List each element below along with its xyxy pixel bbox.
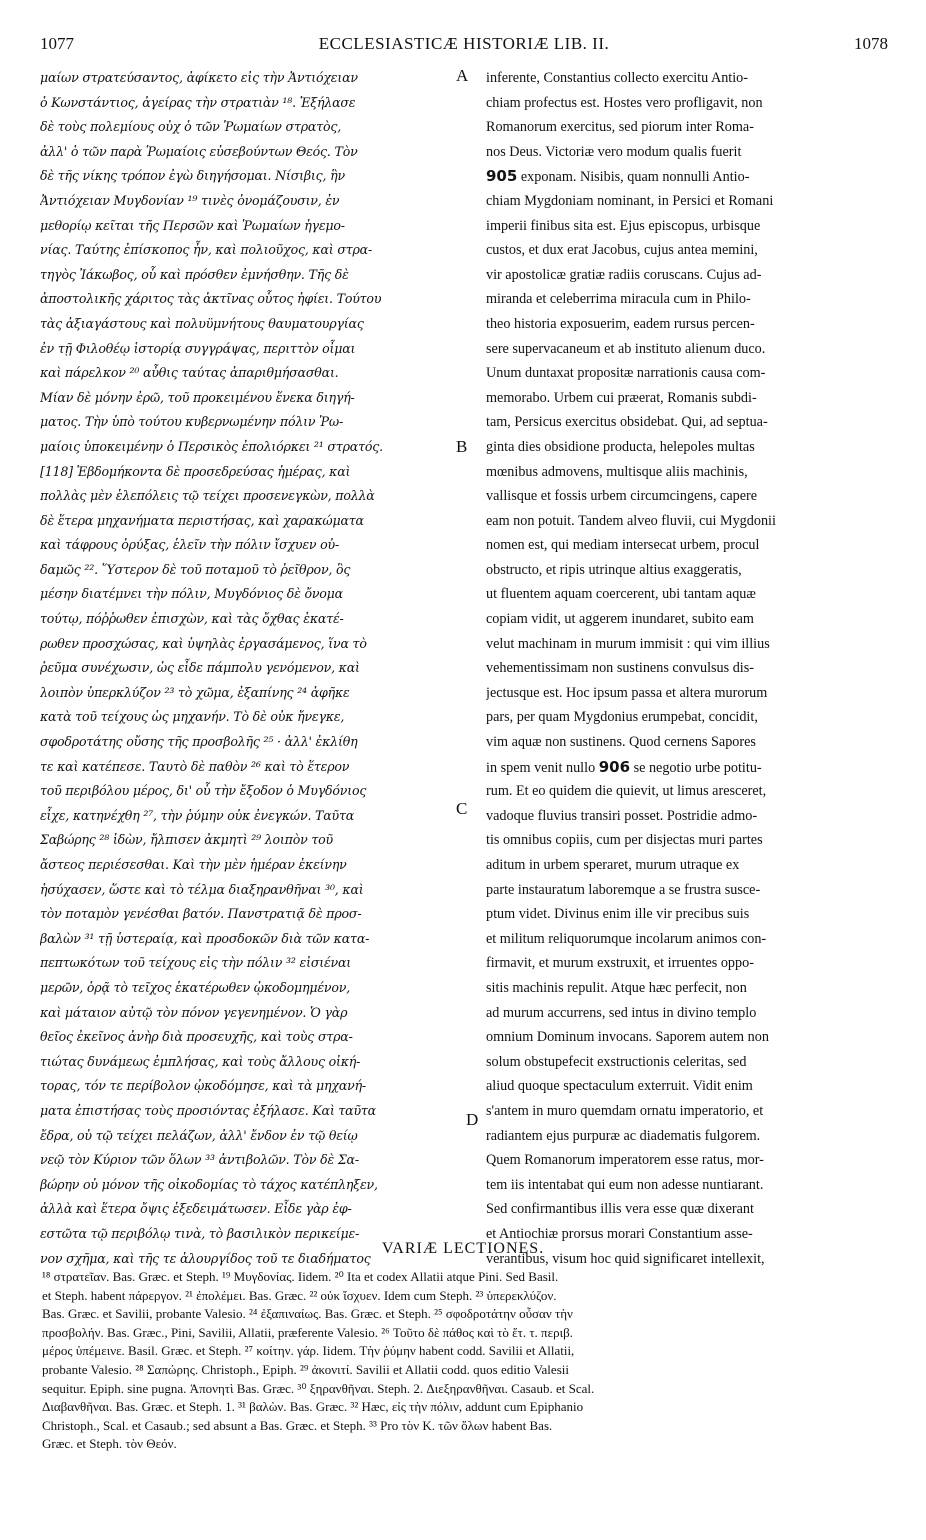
text-line: tam, Persicus exercitus obsidebat. Qui, ad septua- bbox=[486, 414, 768, 431]
page-number-left: 1077 bbox=[40, 34, 74, 53]
text-line: pars, per quam Mygdonius erumpebat, concidit, bbox=[486, 709, 758, 726]
text-line: obstructo, et ripis utrinque altius exaggeratis, bbox=[486, 561, 742, 578]
text-line: μαίοις ὑποκειμένην ὁ Περσικὸς ἐπολιόρκει ²¹ στρατός. bbox=[40, 438, 383, 454]
text-line: ginta dies obsidione producta, helepoles multas bbox=[486, 438, 755, 455]
text-line: velut machinam in murum immisit : qui vim illius bbox=[486, 635, 770, 652]
text-line: mœnibus admovens, multisque aliis machinis, bbox=[486, 463, 748, 480]
text-line: πεπτωκότων τοῦ τείχους εἰς τὴν πόλιν ³² εἰσιέναι bbox=[40, 955, 352, 971]
text-line: νίας. Ταύτης ἐπίσκοπος ἦν, καὶ πολιοῦχος, καὶ στρα- bbox=[40, 242, 373, 258]
text-line: μαίων στρατεύσαντος, ἀφίκετο εἰς τὴν Ἀντιόχειαν bbox=[40, 70, 358, 85]
text-line bbox=[486, 755, 890, 780]
text-line: et Steph. habent πάρεργον. ²¹ ἐπολέμει. Bas. Græc. ²² οὐκ ἴσχυεν. Idem cum Steph. ²³ ὑπερεκλύζον. bbox=[42, 1287, 557, 1303]
margin-marker-a: A bbox=[456, 66, 469, 85]
text-line: τορας, τόν τε περίβολον ᾠκοδόμησε, καὶ τὰ μηχανή- bbox=[40, 1078, 366, 1094]
text-line: imperii finibus sita est. Ejus episcopus, urbisque bbox=[486, 217, 761, 234]
text-line: Μίαν δὲ μόνην ἐρῶ, τοῦ προκειμένου ἕνεκα διηγή- bbox=[40, 389, 355, 405]
text-line: copiam vidit, ut aggerem inundaret, subito eam bbox=[486, 611, 754, 628]
text-line: μεθορίῳ κεῖται τῆς Περσῶν καὶ Ῥωμαίων ἡγεμο- bbox=[40, 217, 345, 233]
text-line: προσβολήν. Bas. Græc., Pini, Savilii, Allatii, præferente Valesio. ²⁶ Τοῦτο δὲ πάθος καὶ τὸ ἕτ. τ. περιβ. bbox=[42, 1324, 573, 1340]
column-number-905: 905 bbox=[486, 167, 518, 186]
text-line: καὶ μάταιον αὐτῷ τὸν πόνον γεγενημένον. Ὁ γὰρ bbox=[40, 1004, 348, 1020]
text-line: ῥεῦμα συνέχωσιν, ὡς εἶδε πάμπολυ γενόμενον, καὶ bbox=[40, 660, 360, 676]
text-line: sequitur. Epiph. sine pugna. Ἀπονητὶ Bas. Græc. ³⁰ ξηρανθῆναι. Steph. 2. Διεξηρανθῆναι. Casaub. et Scal. bbox=[42, 1380, 595, 1396]
text-line: ἀλλὰ καὶ ἕτερα ὄψις ἐξεδειμάτωσεν. Εἶδε γὰρ ἐφ- bbox=[40, 1201, 352, 1217]
text-line: ἄστεος περιέσεσθαι. Καὶ τὴν μὲν ἡμέραν ἐκείνην bbox=[40, 857, 347, 872]
text-line: ptum videt. Divinus enim ille vir precibus suis bbox=[486, 906, 750, 923]
margin-marker-b: B bbox=[456, 437, 468, 456]
text-line: δὲ ἕτερα μηχανήματα περιστήσας, καὶ χαρακώματα bbox=[40, 512, 364, 528]
text-line: verantibus, visum hoc quid significaret intellexit, bbox=[486, 1250, 765, 1267]
text-line: solum obstupefecit exstructionis celeritas, sed bbox=[486, 1053, 747, 1070]
text-line: τούτῳ, πόῤῥωθεν ἐπισχὼν, καὶ τὰς ὄχθας ἑκατέ- bbox=[40, 611, 344, 627]
running-title: ECCLESIASTICÆ HISTORIÆ LIB. II. bbox=[318, 34, 610, 53]
text-line: τιώτας δυνάμεως ἐμπλήσας, καὶ τοὺς ἄλλους οἰκή- bbox=[40, 1053, 361, 1069]
text-line: vallisque et fossis urbem circumcingens, capere bbox=[486, 488, 758, 505]
text-line: Διαβανθῆναι. Bas. Græc. et Steph. 1. ³¹ βαλὼν. Bas. Græc. ³² Hæc, εἰς τὴν πόλιν, addunt cum Epiphanio bbox=[42, 1399, 584, 1415]
text-line: καὶ πάρελκον ²⁰ αὖθις ταύτας ἀπαριθμήσασθαι. bbox=[40, 365, 339, 381]
text-line: Σαβώρης ²⁸ ἰδὼν, ἤλπισεν ἀκμητὶ ²⁹ λοιπὸν τοῦ bbox=[40, 832, 333, 848]
text-line: sitis machinis repulit. Atque hæc perfecit, non bbox=[486, 979, 747, 996]
text-line: vehementissimam non sustinens convulsus dis- bbox=[486, 660, 754, 677]
text-line: omnium Dominum invocans. Saporem autem non bbox=[486, 1029, 769, 1046]
text-line-start: in spem venit nullo bbox=[486, 759, 596, 776]
text-line: custos, et dux erat Jacobus, cujus antea memini, bbox=[486, 242, 758, 259]
text-line: ματος. Τὴν ὑπὸ τούτου κυβερνωμένην πόλιν Ῥω- bbox=[40, 414, 344, 430]
text-line: εστῶτα τῷ περιβόλῳ τινὰ, τὸ βασιλικὸν περικείμε- bbox=[40, 1225, 360, 1241]
text-line: ἐν τῇ Φιλοθέῳ ἱστορίᾳ συγγράψας, περιττὸν οἶμαι bbox=[40, 340, 356, 356]
text-line: τὸν ποταμὸν γενέσθαι βατόν. Πανστρατιᾷ δὲ προσ- bbox=[40, 906, 362, 922]
text-line: vir apostolicæ gratiæ radiis coruscans. Cujus ad- bbox=[486, 266, 762, 283]
text-line: firmavit, et murum exstruxit, et irruentes oppo- bbox=[486, 955, 754, 972]
text-line: λοιπὸν ὑπερκλύζον ²³ τὸ χῶμα, ἐξαπίνης ²⁴ ἀφῆκε bbox=[40, 684, 350, 700]
text-line: Romanorum exercitus, sed piorum inter Roma- bbox=[486, 119, 754, 136]
text-line: Græc. et Steph. τὸν Θεόν. bbox=[42, 1436, 177, 1452]
text-line: Ἀντιόχειαν Μυγδονίαν ¹⁹ τινὲς ὀνομάζουσιν, ἐν bbox=[40, 192, 340, 208]
text-line: aliud quoque spectaculum exterruit. Vidit enim bbox=[486, 1078, 753, 1095]
text-line: vim aquæ non sustinens. Quod cernens Sapores bbox=[486, 734, 756, 751]
text-line: Unum duntaxat propositæ narrationis causa com- bbox=[486, 365, 766, 382]
text-line: ἔδρα, οὐ τῷ τείχει πελάζων, ἀλλ' ἔνδον ἐν τῷ θείῳ bbox=[40, 1127, 358, 1143]
text-line: Sed confirmantibus illis vera esse quæ dixerant bbox=[486, 1201, 754, 1218]
text-line: [118] Ἑβδομήκοντα δὲ προσεδρεύσας ἡμέρας, καὶ bbox=[40, 463, 351, 479]
text-line: s'antem in muro quemdam ornatu imperatorio, et bbox=[486, 1102, 764, 1119]
text-line: ¹⁸ στρατεῖαν. Bas. Græc. et Steph. ¹⁹ Μυγδονίας. Iidem. ²⁰ Ita et codex Allatii atque Pini. Sed Basil. bbox=[42, 1269, 559, 1284]
text-line: τοῦ περιβόλου μέρος, δι' οὗ τὴν ἔξοδον ὁ Μυγδόνιος bbox=[40, 783, 367, 799]
text-line: ρωθεν προσχώσας, καὶ ὑψηλὰς ἐργασάμενος, ἵνα τὸ bbox=[40, 635, 367, 651]
text-line: theo historia exposuerim, eadem rursus percen- bbox=[486, 315, 755, 332]
text-line: Bas. Græc. et Savilii, probante Valesio. ²⁴ ἐξαπιναίως. Bas. Græc. et Steph. ²⁵ σφοδροτάτην οὖσαν τὴν bbox=[42, 1306, 573, 1322]
text-line: καὶ τάφρους ὀρύξας, ἑλεῖν τὴν πόλιν ἴσχυεν οὐ- bbox=[40, 537, 340, 553]
text-line: κατὰ τοῦ τείχους ὡς μηχανήν. Τὸ δὲ οὐκ ἤνεγκε, bbox=[40, 709, 345, 725]
text-line: inferente, Constantius collecto exercitu Antio- bbox=[486, 70, 748, 86]
text-line: τηγὸς Ἰάκωβος, οὗ καὶ πρόσθεν ἐμνήσθην. Τῆς δὲ bbox=[40, 266, 349, 282]
greek-column bbox=[40, 66, 456, 1271]
text-line: tis omnibus copiis, cum per disjectas muri partes bbox=[486, 832, 763, 849]
text-line: ἀποστολικῆς χάριτος τὰς ἀκτῖνας οὗτος ἠφίει. Τούτου bbox=[40, 291, 382, 307]
text-line bbox=[486, 164, 890, 189]
text-line: ἀλλ' ὁ τῶν παρὰ Ῥωμαίοις εὐσεβούντων Θεός. Τὸν bbox=[40, 143, 358, 159]
text-line: probante Valesio. ²⁸ Σαπώρης. Christoph., Epiph. ²⁹ ἀκονιτί. Savilii et Allatii codd. quos editio Valesii bbox=[42, 1361, 569, 1377]
text-line: et Antiochiæ prorsus morari Constantium asse- bbox=[486, 1225, 753, 1242]
text-line: βώρην οὐ μόνον τῆς οἰκοδομίας τὸ τάχος κατέπληξεν, bbox=[40, 1176, 378, 1192]
margin-marker-d: D bbox=[466, 1110, 479, 1129]
text-line: σφοδροτάτης οὔσης τῆς προσβολῆς ²⁵ · ἀλλ' ἐκλίθη bbox=[40, 734, 358, 750]
text-line: radiantem ejus purpuræ ac diadematis fulgorem. bbox=[486, 1127, 761, 1144]
text-line: νον σχῆμα, καὶ τῆς τε ἁλουργίδος τοῦ τε διαδήματος bbox=[40, 1250, 371, 1266]
text-line-rest: exponam. Nisibis, quam nonnulli Antio- bbox=[520, 169, 750, 186]
text-line: chiam Mygdoniam nominant, in Persici et Romani bbox=[486, 192, 774, 209]
text-line: ut fluentem aquam coercerent, ubi tantam aquæ bbox=[486, 586, 756, 603]
text-line: τὰς ἀξιαγάστους καὶ πολυϋμνήτους θαυματουργίας bbox=[40, 315, 364, 331]
text-line: jectusque est. Hoc ipsum passa et altera murorum bbox=[486, 684, 768, 701]
column-number-906: 906 bbox=[598, 757, 631, 776]
text-line: ad murum accurrens, sed intus in divino templo bbox=[486, 1004, 757, 1021]
text-line: eam non potuit. Tandem alveo fluvii, cui Mygdonii bbox=[486, 512, 776, 529]
text-line: vadoque fluvius transiri posset. Postridie admo- bbox=[486, 807, 758, 824]
text-line: aditum in urbem speraret, murum utraque ex bbox=[486, 857, 740, 873]
text-line-end: se negotio urbe potitu- bbox=[633, 759, 762, 776]
variae-lectiones-heading: VARIÆ LECTIONES. bbox=[381, 1240, 545, 1257]
text-line: νεῷ τὸν Κύριον τῶν ὅλων ³³ ἀντιβολῶν. Τὸν δὲ Σα- bbox=[40, 1152, 359, 1168]
text-line: δὲ τῆς νίκης τρόπον ἐγὼ διηγήσομαι. Νίσιβις, ἣν bbox=[40, 168, 345, 184]
text-line: δὲ τοὺς πολεμίους οὐχ ὁ τῶν Ῥωμαίων στρατὸς, bbox=[40, 119, 342, 135]
text-line: ὁ Κωνστάντιος, ἀγείρας τὴν στρατιὰν ¹⁸. Ἐξήλασε bbox=[40, 94, 356, 110]
text-line: μερῶν, ὁρᾷ τὸ τεῖχος ἑκατέρωθεν ᾠκοδομημένον, bbox=[40, 979, 351, 995]
text-line: memorabo. Urbem cui præerat, Romanis subdi- bbox=[486, 389, 757, 406]
text-line: parte instauratum laboremque a se frustra susce- bbox=[486, 881, 761, 898]
text-line: sere supervacaneum et ab instituto alienum duco. bbox=[486, 340, 766, 357]
text-line: πολλὰς μὲν ἑλεπόλεις τῷ τείχει προσενεγκὼν, πολλὰ bbox=[40, 488, 375, 504]
margin-marker-c: C bbox=[456, 799, 468, 818]
text-line: nos Deus. Victoriæ vero modum qualis fuerit bbox=[486, 143, 742, 160]
text-line: εἶχε, κατηνέχθη ²⁷, τὴν ῥύμην οὐκ ἐνεγκών. Ταῦτα bbox=[40, 807, 355, 823]
text-line: μέρος ὑπέμεινε. Basil. Græc. et Steph. ²⁷ κοίτην. γάρ. Iidem. Τὴν ῥύμην habent codd. Savilii et Allatii, bbox=[42, 1343, 575, 1359]
text-line: miranda et celeberrima miracula cum in Philo- bbox=[486, 291, 751, 308]
page-number-right: 1078 bbox=[854, 34, 888, 53]
text-line: δαμῶς ²². Ὕστερον δὲ τοῦ ποταμοῦ τὸ ῥεῖθρον, ὃς bbox=[40, 561, 351, 577]
page-header bbox=[40, 34, 888, 56]
text-line: βαλὼν ³¹ τῇ ὑστεραίᾳ, καὶ προσδοκῶν διὰ τῶν κατα- bbox=[40, 930, 370, 946]
text-line: nomen est, qui mediam intersecat urbem, procul bbox=[486, 537, 760, 554]
text-line: Quem Romanorum imperatorem esse ratus, mor- bbox=[486, 1152, 764, 1169]
text-line: τε καὶ κατέπεσε. Ταυτὸ δὲ παθὸν ²⁶ καὶ τὸ ἕτερον bbox=[40, 758, 350, 774]
text-line: et militum reliquorumque incolarum animos con- bbox=[486, 930, 767, 947]
text-line: μέσην διατέμνει τὴν πόλιν, Μυγδόνιος δὲ ὄνομα bbox=[40, 586, 343, 602]
variant-readings-notes bbox=[42, 1268, 892, 1454]
text-line: tem iis intentabat qui eum non adesse nuntiarant. bbox=[486, 1176, 764, 1193]
text-line: Christoph., Scal. et Casaub.; sed absunt a Bas. Græc. et Steph. ³³ Pro τὸν Κ. τῶν ὅλων habent Bas. bbox=[42, 1417, 553, 1433]
text-line: θεῖος ἐκεῖνος ἀνὴρ διὰ προσευχῆς, καὶ τοὺς στρα- bbox=[40, 1029, 353, 1045]
text-line: ματα ἐπιστήσας τοὺς προσιόντας ἐξήλασε. Καὶ ταῦτα bbox=[40, 1102, 376, 1118]
latin-column bbox=[486, 66, 890, 1271]
text-line: rum. Et eo quidem die quievit, ut limus aresceret, bbox=[486, 783, 767, 800]
text-line: chiam profectus est. Hostes vero profligavit, non bbox=[486, 94, 763, 111]
text-line: ἡσύχασεν, ὥστε καὶ τὸ τέλμα διαξηρανθῆναι ³⁰, καὶ bbox=[40, 881, 364, 897]
